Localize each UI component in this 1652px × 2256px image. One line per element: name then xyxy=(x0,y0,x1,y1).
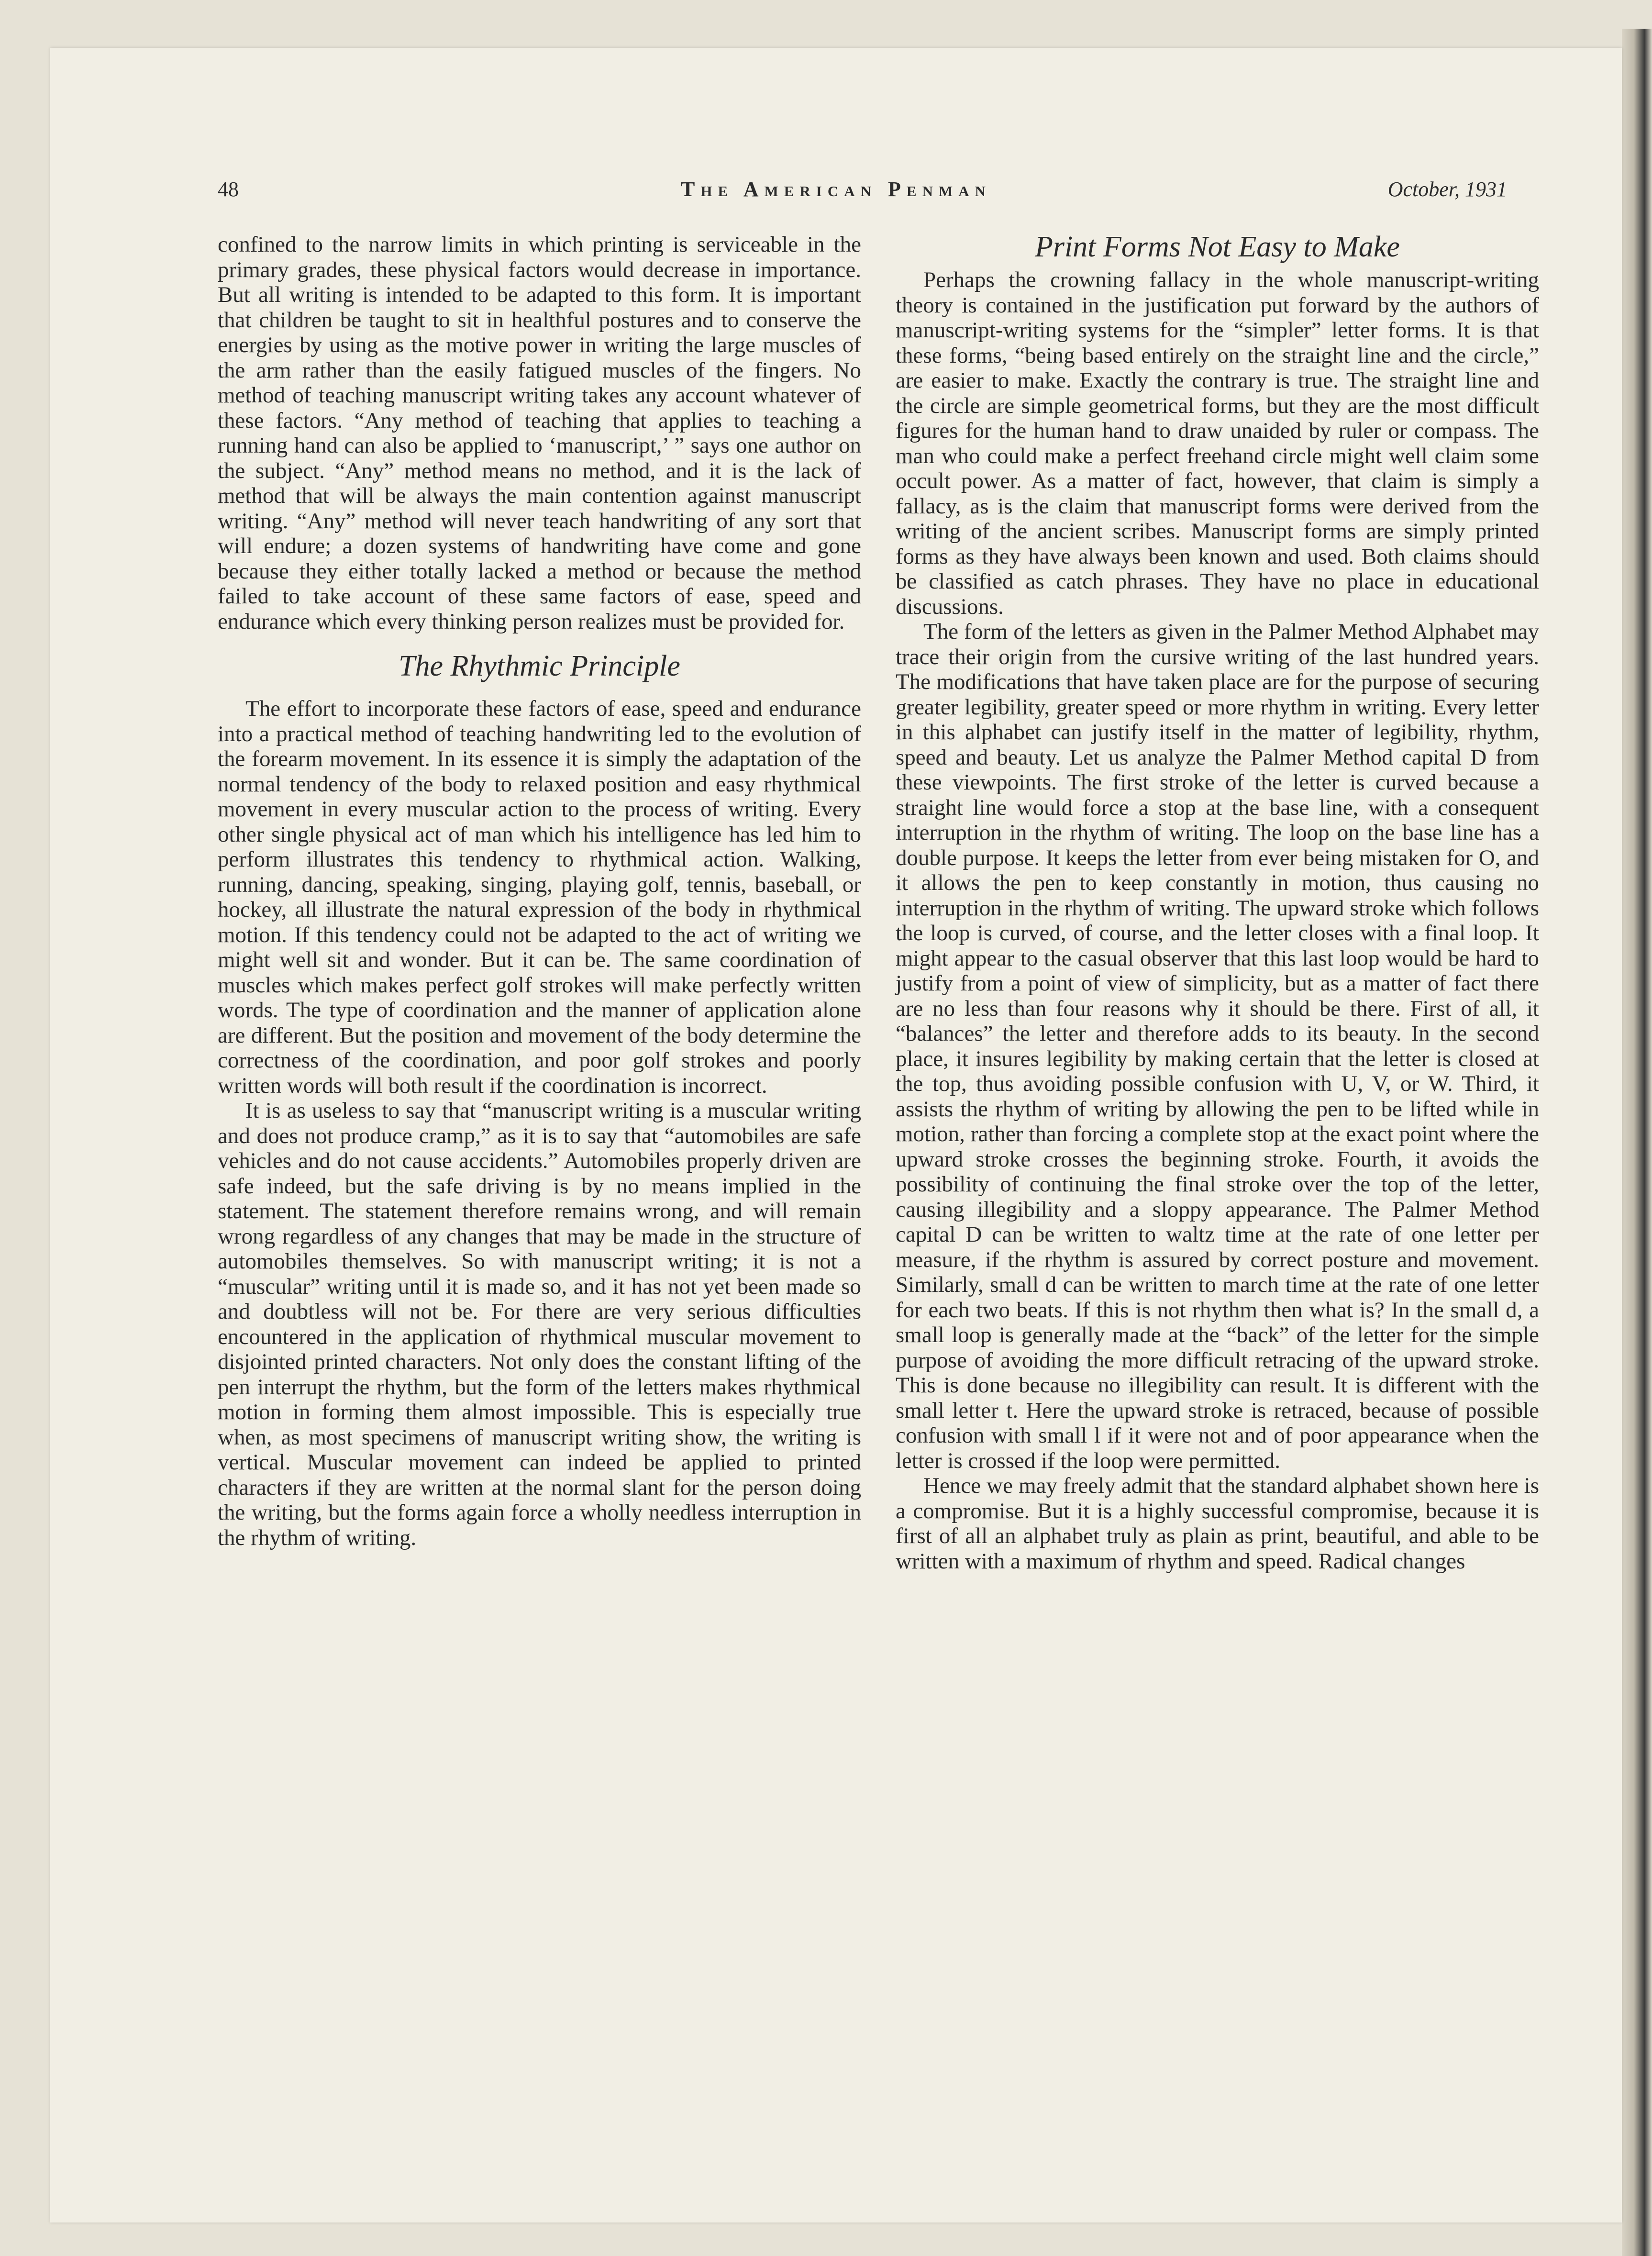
paragraph: Perhaps the crowning fallacy in the whole manuscript-writing theory is contained in the justification put forward by the authors of manuscript-writing systems for the “simpler” letter forms. It is that these forms, “being based entirely on the straight line and the circle,” are easier to make. Exactly the contrary is true. The straight line and the circle are simple geometrical forms, but they are the most difficult figures for the human hand to draw unaided by ruler or compass. The man who could make a perfect freehand circle might well claim some occult power. As a matter of fact, however, that claim is simply a fallacy, as is the claim that manuscript forms were derived from the writing of the ancient scribes. Manuscript forms are simply printed forms as they have always been known and used. Both claims should be classified as catch phrases. They have no place in educational discussions. xyxy=(896,267,1539,619)
paragraph: It is as useless to say that “manuscript writing is a muscular writing and does not produce cramp,” as it is to say that “automobiles are safe vehicles and do not cause accidents.” Automobiles properly driven are safe indeed, but the safe driving is by no means implied in the statement. The statement therefore remains wrong, and will remain wrong regardless of any changes that may be made in the structure of automobiles themselves. So with manuscript writing; it is not a “muscular” writing until it is made so, and it has not yet been made so and doubtless will not be. For there are very serious difficulties encountered in the application of rhythmical muscular movement to disjointed printed characters. Not only does the constant lifting of the pen interrupt the rhythm, but the form of the letters makes rhythmical motion in forming them almost impossible. This is especially true when, as most specimens of manuscript writing show, the writing is vertical. Muscular movement can indeed be applied to printed characters if they are written at the normal slant for the person doing the writing, but the forms again force a wholly needless interruption in the rhythm of writing. xyxy=(218,1098,861,1550)
paragraph: The form of the letters as given in the Palmer Method Alphabet may trace their origin from the cursive writing of the last hundred years. The modifications that have taken place are for the purpose of securing greater legibility, greater speed or more rhythm in writing. Every letter in this alphabet can justify itself in the matter of legibility, rhythm, speed and beauty. Let us analyze the Palmer Method capital D from these viewpoints. The first stroke of the letter is curved because a straight line would force a stop at the base line, with a consequent interruption in the rhythm of writing. The loop on the base line has a double purpose. It keeps the letter from ever being mistaken for O, and it allows the pen to keep constantly in motion, thus causing no interruption in the rhythm of writing. The upward stroke which follows the loop is curved, of course, and the letter closes with a final loop. It might appear to the casual observer that this last loop would be hard to justify from a point of view of simplicity, but as a matter of fact there are no less than four reasons why it should be there. First of all, it “balances” the letter and therefore adds to its beauty. In the second place, it insures legibility by making certain that the letter is closed at the top, thus avoiding possible confusion with U, V, or W. Third, it assists the rhythm of writing by allowing the pen to be lifted while in motion, rather than forcing a complete stop at the exact point where the upward stroke crosses the beginning stroke. Fourth, it avoids the possibility of continuing the final stroke over the top of the letter, causing illegibility and a sloppy appearance. The Palmer Method capital D can be written to waltz time at the rate of one letter per measure, if the rhythm is assured by correct posture and movement. Similarly, small d can be written to march time at the rate of one letter for each two beats. If this is not rhythm then what is? In the small d, a small loop is generally made at the “back” of the letter for the simple purpose of avoiding the more difficult retracing of the upward stroke. This is done because no illegibility can result. It is different with the small letter t. Here the upward stroke is retraced, because of possible confusion with small l if it were not and of poor appearance when the letter is crossed if the loop were permitted. xyxy=(896,619,1539,1473)
paragraph: Hence we may freely admit that the standard alphabet shown here is a compromise. But it is a highly successful compromise, because it is first of all an alphabet truly as plain as print, beautiful, and able to be written with a maximum of rhythm and speed. Radical changes xyxy=(896,1473,1539,1574)
paragraph: confined to the narrow limits in which printing is serviceable in the primary grades, these physical factors would decrease in importance. But all writing is intended to be adapted to this form. It is important that children be taught to sit in healthful postures and to conserve the energies by using as the motive power in writing the large muscles of the arm rather than the easily fatigued muscles of the fingers. No method of teaching manuscript writing takes any account whatever of these factors. “Any method of teaching that applies to teaching a running hand can also be applied to ‘manuscript,’ ” says one author on the subject. “Any” method means no method, and it is the lack of method that will be always the main contention against manuscript writing. “Any” method will never teach handwriting of any sort that will endure; a dozen systems of handwriting have come and gone because they either totally lacked a method or because the method failed to take account of these same factors of ease, speed and endurance which every thinking person realizes must be provided for. xyxy=(218,232,861,634)
page-number: 48 xyxy=(218,178,239,201)
left-column xyxy=(218,232,861,1550)
right-column xyxy=(896,232,1539,1574)
running-header xyxy=(50,177,1622,220)
journal-title: The American Penman xyxy=(680,178,991,201)
section-heading: Print Forms Not Easy to Make xyxy=(1035,231,1400,263)
page-binding-edge xyxy=(1622,29,1652,2256)
section-heading: The Rhythmic Principle xyxy=(399,650,680,682)
paragraph: The effort to incorporate these factors of ease, speed and endurance into a practical method of teaching handwriting led to the evolution of the forearm movement. In its essence it is simply the adaptation of the normal tendency of the body to relaxed position and easy rhythmical movement in every muscular action to the process of writing. Every other single physical act of man which his intelligence has led him to perform illustrates this tendency to rhythmical action. Walking, running, dancing, speaking, singing, playing golf, tennis, baseball, or hockey, all illustrate the natural expression of the body in rhythmical motion. If this tendency could not be adapted to the act of writing we might well sit and wonder. But it can be. The same coordination of muscles which makes perfect golf strokes will make perfectly written words. The type of coordination and the manner of application alone are different. But the position and movement of the body determine the correctness of the coordination, and poor golf strokes and poorly written words will both result if the coordination is incorrect. xyxy=(218,696,861,1098)
issue-date: October, 1931 xyxy=(1387,178,1507,201)
magazine-page xyxy=(50,48,1622,2223)
